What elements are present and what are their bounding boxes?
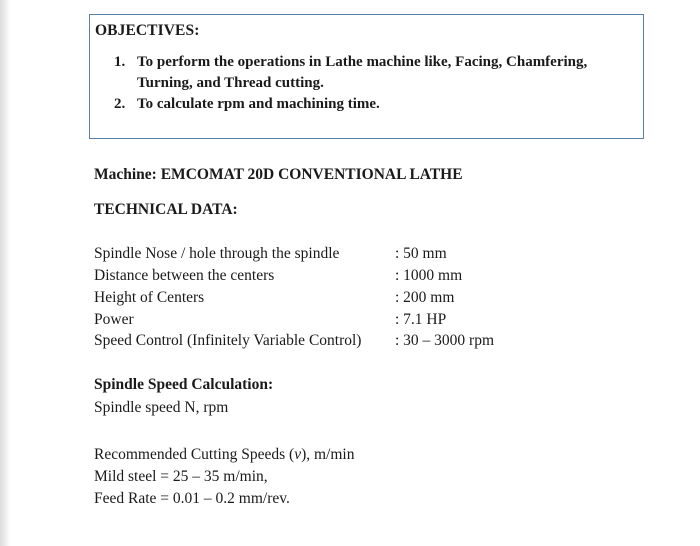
spec-value: : 50 mm [395,245,447,262]
spindle-speed-line: Spindle speed N, rpm [94,399,229,416]
spec-row [94,289,454,307]
spec-value: : 30 – 3000 rpm [395,332,495,349]
cutting-speed-unit: ), m/min [301,446,355,463]
spec-row [94,267,462,285]
spec-label: Spindle Nose / hole through the spindle [94,245,340,262]
page-edge-shade [0,0,10,546]
spec-value: : 7.1 HP [395,311,447,328]
cutting-speed-variable: v [294,446,302,463]
list-item-number: 2. [114,96,126,112]
objectives-box [89,14,644,139]
objectives-title: OBJECTIVES: [95,22,200,39]
spec-value: : 200 mm [395,289,455,306]
cutting-speed-text: Recommended Cutting Speeds ( [94,446,295,463]
spec-label: Distance between the centers [94,267,275,284]
spec-label: Speed Control (Infinitely Variable Control) [94,332,362,349]
machine-heading: Machine: EMCOMAT 20D CONVENTIONAL LATHE [94,166,463,183]
mild-steel-line: Mild steel = 25 – 35 m/min, [94,468,268,485]
objectives-list [114,52,634,115]
list-item [114,52,634,94]
spec-label: Power [94,311,134,328]
spec-row [94,332,494,350]
technical-data-heading: TECHNICAL DATA: [94,201,238,218]
list-item [114,94,634,115]
list-item-number: 1. [114,54,126,70]
spec-row [94,245,447,263]
spec-value: : 1000 mm [395,267,463,284]
list-item-text: To perform the operations in Lathe machine like, Facing, Chamfering, Turning, and Thread cutting. [137,54,588,91]
cutting-speed-line [94,446,354,464]
spec-row [94,311,446,329]
spec-label: Height of Centers [94,289,205,306]
spindle-speed-heading: Spindle Speed Calculation: [94,376,274,393]
feed-rate-line: Feed Rate = 0.01 – 0.2 mm/rev. [94,490,290,507]
list-item-text: To calculate rpm and machining time. [137,96,380,112]
